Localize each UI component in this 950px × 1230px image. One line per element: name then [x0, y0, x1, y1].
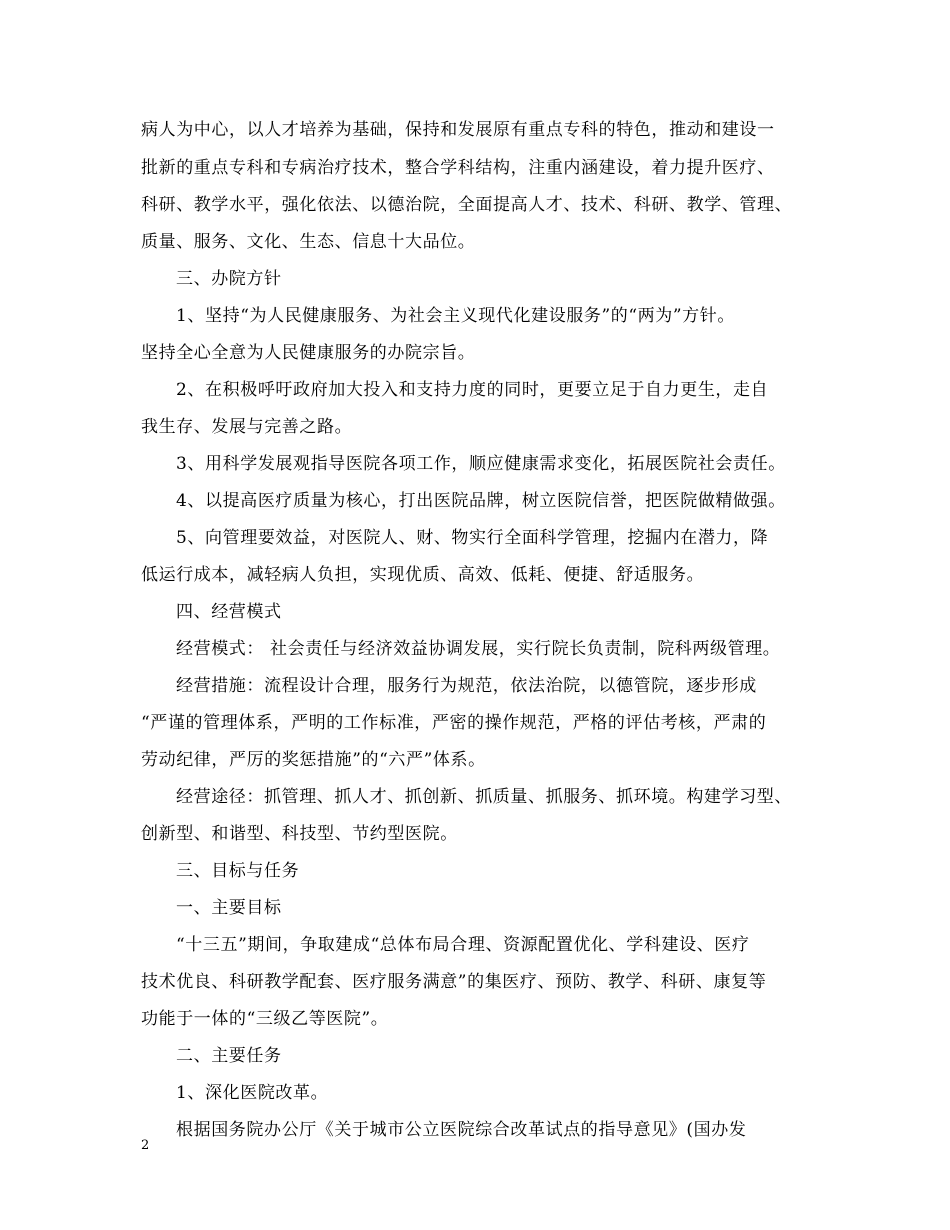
paragraph-line: “严谨的管理体系，严明的工作标准，严密的操作规范，严格的评估考核，严肃的	[141, 713, 767, 733]
paragraph-line: 1、坚持“为人民健康服务、为社会主义现代化建设服务”的“两为”方针。	[176, 306, 735, 326]
paragraph-line: 经营模式： 社会责任与经济效益协调发展，实行院长负责制，院科两级管理。	[176, 639, 781, 659]
paragraph-line: 坚持全心全意为人民健康服务的办院宗旨。	[141, 343, 476, 363]
section-heading: 三、目标与任务	[176, 861, 300, 881]
paragraph-line: 批新的重点专科和专病治疗技术，整合学科结构，注重内涵建设，着力提升医疗、	[141, 158, 775, 178]
paragraph-line: 劳动纪律，严厉的奖惩措施”的“六严”体系。	[141, 750, 486, 770]
paragraph-line: 根据国务院办公厅《关于城市公立医院综合改革试点的指导意见》(国办发	[176, 1120, 747, 1140]
paragraph-line: 5、向管理要效益，对医院人、财、物实行全面科学管理，挖掘内在潜力，降	[176, 528, 769, 548]
paragraph-line: 1、深化医院改革。	[176, 1083, 329, 1103]
paragraph-line: 经营措施：流程设计合理，服务行为规范，依法治院，以德管院，逐步形成	[176, 676, 757, 696]
section-heading: 四、经营模式	[176, 602, 282, 622]
paragraph-line: 质量、服务、文化、生态、信息十大品位。	[141, 232, 476, 252]
paragraph-line: 低运行成本，减轻病人负担，实现优质、高效、低耗、便捷、舒适服务。	[141, 565, 705, 585]
page-number: 2	[141, 1138, 150, 1153]
paragraph-line: 4、以提高医疗质量为核心，打出医院品牌，树立医院信誉，把医院做精做强。	[176, 491, 786, 511]
paragraph-line: 经营途径：抓管理、抓人才、抓创新、抓质量、抓服务、抓环境。构建学习型、	[176, 787, 792, 807]
section-heading: 三、办院方针	[176, 269, 282, 289]
subsection-heading: 一、主要目标	[176, 898, 282, 918]
paragraph-line: 病人为中心，以人才培养为基础，保持和发展原有重点专科的特色，推动和建设一	[141, 120, 775, 140]
paragraph-line: 创新型、和谐型、科技型、节约型医院。	[141, 824, 458, 844]
subsection-heading: 二、主要任务	[176, 1046, 282, 1066]
paragraph-line: 3、用科学发展观指导医院各项工作，顺应健康需求变化，拓展医院社会责任。	[176, 454, 786, 474]
paragraph-line: 功能于一体的“三级乙等医院”。	[141, 1009, 389, 1029]
paragraph-line: 我生存、发展与完善之路。	[141, 417, 353, 437]
paragraph-line: 技术优良、科研教学配套、医疗服务满意”的集医疗、预防、教学、科研、康复等	[141, 972, 767, 992]
paragraph-line: 科研、教学水平，强化依法、以德治院，全面提高人才、技术、科研、教学、管理、	[141, 195, 793, 215]
paragraph-line: 2、在积极呼吁政府加大投入和支持力度的同时，更要立足于自力更生，走自	[176, 380, 769, 400]
paragraph-line: “十三五”期间，争取建成“总体布局合理、资源配置优化、学科建设、医疗	[176, 935, 750, 955]
